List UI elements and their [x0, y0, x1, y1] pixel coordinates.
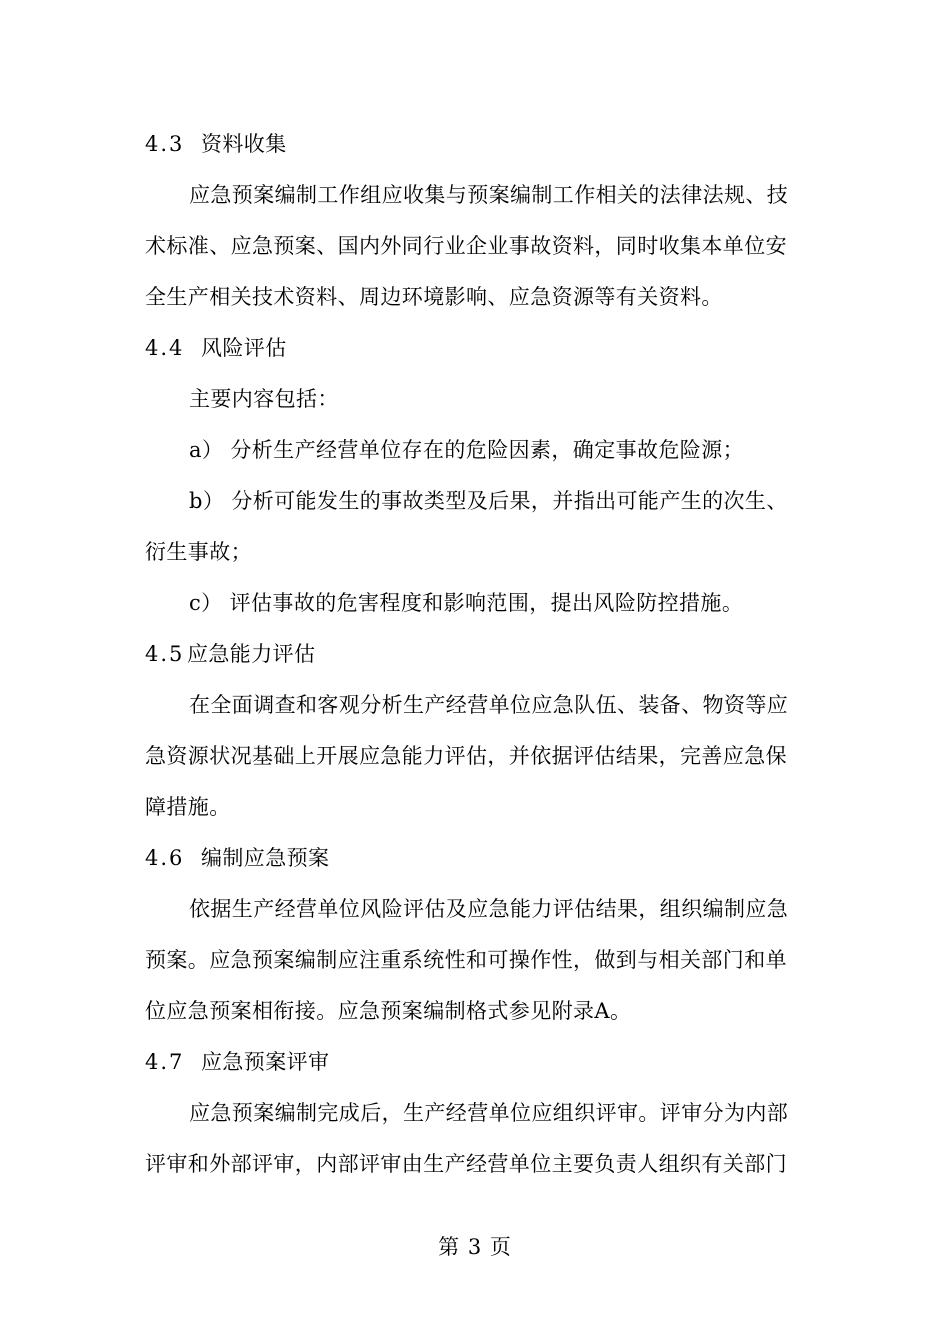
paragraph-line: 应急预案编制工作组应收集与预案编制工作相关的法律法规、技 [189, 183, 789, 207]
section-4-3-heading [145, 129, 815, 159]
section-4-5-heading [145, 639, 815, 669]
section-4-6-heading [145, 843, 815, 873]
section-title: 风险评估 [201, 336, 287, 360]
paragraph-line: 急资源状况基础上开展应急能力评估，并依据评估结果，完善应急保 [145, 744, 787, 768]
paragraph-line: 应急预案编制完成后，生产经营单位应组织评审。评审分为内部 [189, 1101, 789, 1125]
paragraph-line: 全生产相关技术资料、周边环境影响、应急资源等有关资料。 [145, 285, 723, 309]
list-item-a: a） 分析生产经营单位存在的危险因素，确定事故危险源； [189, 438, 744, 462]
page-number: 第 3 页 [438, 1235, 512, 1259]
paragraph-line: 术标准、应急预案、国内外同行业企业事故资料，同时收集本单位安 [145, 234, 787, 258]
list-item-c: c） 评估事故的危害程度和影响范围，提出风险防控措施。 [189, 591, 744, 615]
paragraph-line: 在全面调查和客观分析生产经营单位应急队伍、装备、物资等应 [189, 693, 789, 717]
paragraph-line: 评审和外部评审，内部评审由生产经营单位主要负责人组织有关部门 [145, 1152, 787, 1176]
section-number: 4.7 [145, 1050, 185, 1074]
section-number: 4.5 [145, 642, 185, 666]
section-title: 资料收集 [201, 132, 287, 156]
section-title: 应急预案评审 [201, 1050, 330, 1074]
section-number: 4.3 [145, 132, 185, 156]
section-title: 应急能力评估 [187, 642, 316, 666]
paragraph-line: 依据生产经营单位风险评估及应急能力评估结果，组织编制应急 [189, 897, 789, 921]
list-item-b: b） 分析可能发生的事故类型及后果，并指出可能产生的次生、 [189, 489, 788, 513]
section-4-7-heading [145, 1047, 815, 1077]
list-item-b-continuation: 衍生事故； [145, 540, 252, 564]
paragraph-line: 位应急预案相衔接。应急预案编制格式参见附录A。 [145, 999, 632, 1023]
section-title: 编制应急预案 [201, 846, 330, 870]
paragraph-line: 预案。应急预案编制应注重系统性和可操作性，做到与相关部门和单 [145, 948, 787, 972]
paragraph-line: 主要内容包括： [189, 387, 339, 411]
paragraph-line: 障措施。 [145, 795, 231, 819]
section-number: 4.4 [145, 336, 185, 360]
section-number: 4.6 [145, 846, 185, 870]
section-4-4-heading [145, 333, 815, 363]
